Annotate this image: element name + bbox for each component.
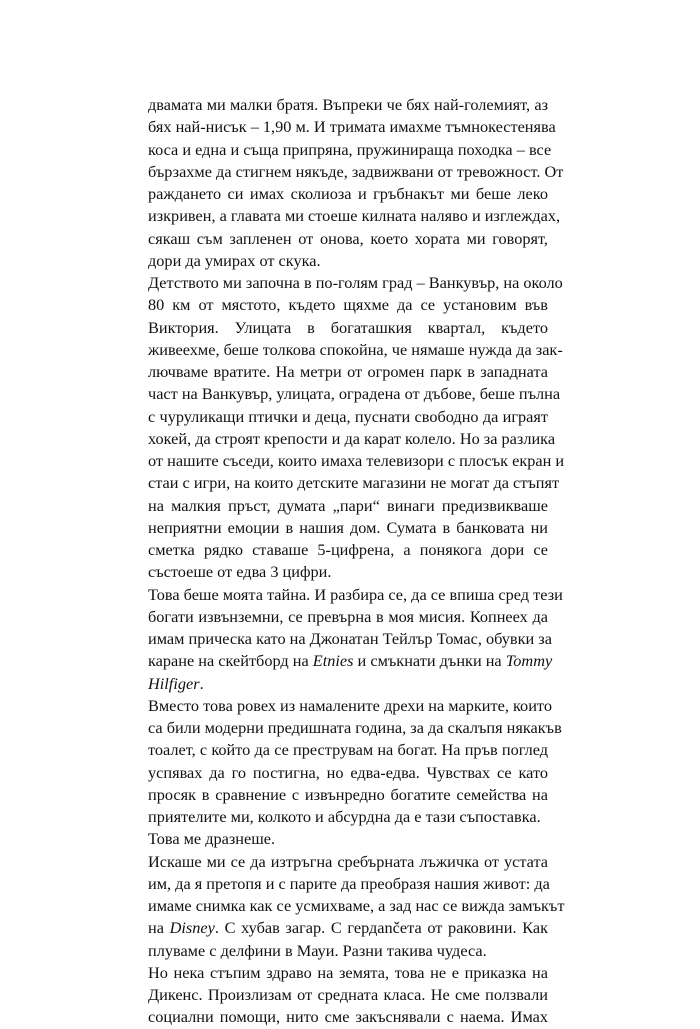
text-line: състоеше от едва 3 цифри. xyxy=(148,562,332,582)
text-line: от нашите съседи, които имаха телевизори с плосък екран и xyxy=(148,451,565,470)
text-line: Виктория. Улицата в богаташкия квартал, където xyxy=(148,317,548,337)
text-line: с чуруликащи птички и деца, пуснати свободно да играят xyxy=(148,406,548,426)
text-line: Искаше ми се да изтръгна сребърната лъжичка от устата xyxy=(148,851,548,871)
text-line: на Disney. С хубав загар. С гердančeта от раковини. Как xyxy=(148,918,549,938)
book-page xyxy=(148,94,565,1029)
text-line: хокей, да строят крепости и да карат колело. Но за разлика xyxy=(148,428,556,448)
text-line: Но нека стъпим здраво на земята, това не е приказка на xyxy=(148,962,548,982)
text-line: просяк в сравнение с извънредно богатите семейства на xyxy=(148,784,548,804)
text-line: сметка рядко ставаше 5-цифрена, а понякога дори се xyxy=(148,540,548,559)
text-line: бях най-нисък – 1,90 м. И тримата имахме тъмнокестенява xyxy=(148,117,556,137)
text-line: социални помощи, нито сме закъснявали с наема. Имах xyxy=(148,1007,548,1027)
text-line: приятелите ми, колкото и абсурдна да е тази съпоставка. xyxy=(148,807,541,826)
text-line: сякаш съм запленен от онова, което хората ми говорят, xyxy=(148,228,548,248)
text-line: неприятни емоции в нашия дом. Сумата в банковата ни xyxy=(148,517,548,537)
text-line: част на Ванкувър, улицата, оградена от дъбове, беше пълна xyxy=(148,384,561,404)
text-line: каране на скейтборд на Etnies и смъкнати дънки на Tommy xyxy=(148,651,553,671)
text-line: имам прическа като на Джонатан Тейлър Томас, обувки за xyxy=(148,629,552,648)
text-line: успявах да го постигна, но едва-едва. Чувствах се като xyxy=(148,762,548,782)
text-line: Вместо това ровех из намалените дрехи на марките, които xyxy=(148,695,552,715)
text-line: Детството ми започна в по-голям град – Ванкувър, на около xyxy=(148,273,563,292)
text-line: двамата ми малки братя. Въпреки че бях най-големият, аз xyxy=(148,95,548,114)
text-line: Това ме дразнеше. xyxy=(148,829,276,849)
text-line: 80 км от мястото, където щяхме да се установим във xyxy=(148,295,548,315)
text-line: дори да умирах от скука. xyxy=(148,250,321,270)
text-line: са били модерни предишната година, за да скалъпя някакъв xyxy=(148,718,562,737)
text-line: богати извънземни, се превърна в моя мисия. Копнеех да xyxy=(148,606,548,626)
text-line: на малкия пръст, думата „пари“ винаги предизвикваше xyxy=(148,495,548,515)
text-line: стаи с игри, на които детските магазини не могат да стъпят xyxy=(148,473,560,493)
text-line: изкривен, а главата ми стоеше килната наляво и изглеждах, xyxy=(148,206,561,226)
text-line: лючваме вратите. На метри от огромен парк в западната xyxy=(148,362,548,381)
text-line: плуваме с делфини в Мауи. Разни такива чудеса. xyxy=(148,940,487,960)
text-line: Hilfiger. xyxy=(148,673,204,693)
text-line: раждането си имах сколиоза и гръбнакът ми беше леко xyxy=(148,184,548,203)
text-line: имаме снимка как се усмихваме, а зад нас се вижда замъкът xyxy=(148,896,565,915)
text-line: Това беше моята тайна. И разбира се, да се впиша сред тези xyxy=(148,584,563,604)
text-line: им, да я претопя и с парите да преобразя нашия живот: да xyxy=(148,873,550,893)
text-line: тоалет, с който да се преструвам на богат. На пръв поглед xyxy=(148,740,548,760)
text-line: бързахме да стигнем някъде, задвижвани от тревожност. От xyxy=(148,161,564,181)
text-line: коса и една и съща припряна, пружинираща походка – все xyxy=(148,139,552,159)
text-line: живеехме, беше толкова спокойна, че нямаше нужда да зак- xyxy=(148,339,563,359)
text-line: Дикенс. Произлизам от средната класа. Не сме ползвали xyxy=(148,985,548,1004)
